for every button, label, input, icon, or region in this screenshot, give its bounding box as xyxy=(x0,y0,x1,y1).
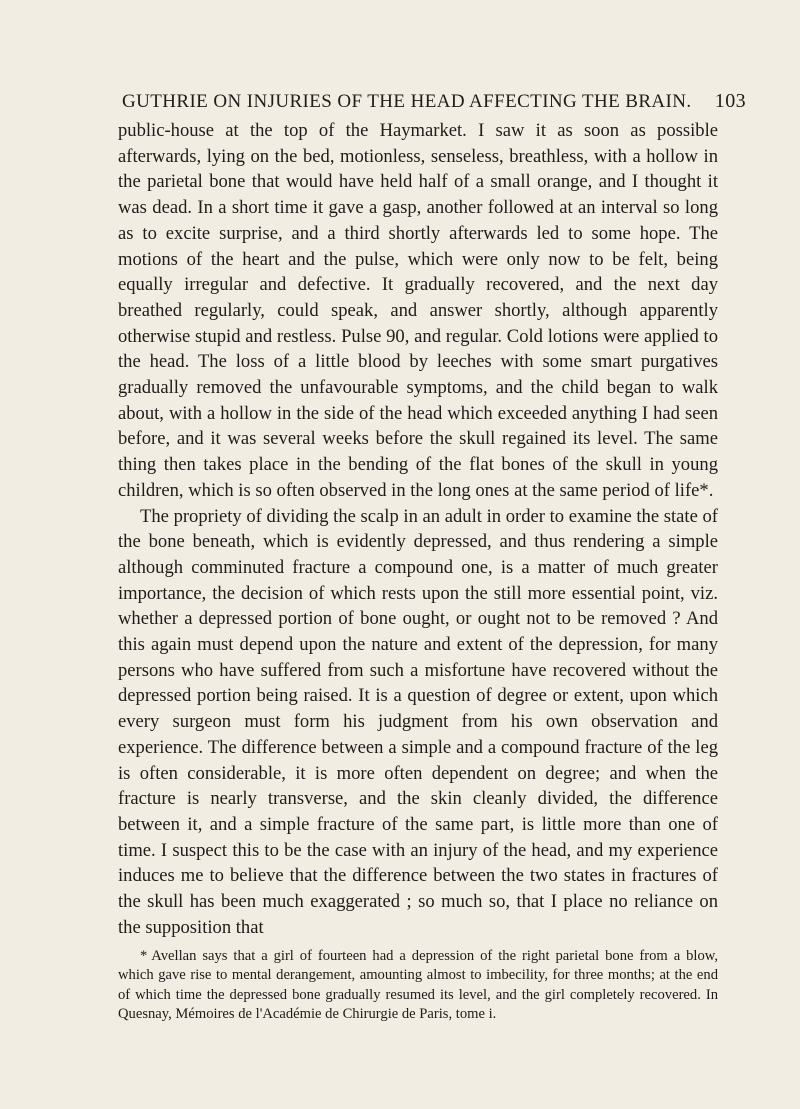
footnote-paragraph xyxy=(118,947,718,1025)
footnote-mark: * xyxy=(140,947,148,964)
book-page xyxy=(118,88,746,1025)
footnote-text: Avellan says that a girl of fourteen had a depression of the right parietal bone from a blow, which gave rise to mental derangement, amounting almost to imbecility, for three months; at the end of which time the depressed bone gradually resumed its level, and the girl completely recovered. In Quesnay, Mémoires de l'Académie de Chirurgie de Paris, tome i. xyxy=(118,947,718,1023)
paragraph-2: The propriety of dividing the scalp in an adult in order to examine the state of the bone beneath, which is evidently depressed, and thus rendering a simple although comminuted fracture a compound one, is a matter of much greater importance, the decision of which rests upon the still more essential point, viz. whether a depressed portion of bone ought, or ought not to be removed ? And this again must depend upon the nature and extent of the depression, for many persons who have suffered from such a misfortune have recovered without the depressed portion being raised. It is a question of degree or extent, upon which every surgeon must form his judgment from his own observation and experience. The difference between a simple and a compound fracture of the leg is often considerable, it is more often dependent on degree; and when the fracture is nearly transverse, and the skin cleanly divided, the difference between it, and a simple fracture of the same part, is little more than one of time. I suspect this to be the case with an injury of the head, and my experience induces me to believe that the difference between the two states in fractures of the skull has been much exaggerated ; so much so, that I place no reliance on the supposition that xyxy=(118,505,718,938)
body-text xyxy=(118,118,718,941)
footnote xyxy=(118,947,718,1025)
running-head xyxy=(118,88,746,115)
paragraph-1: public-house at the top of the Haymarket. I saw it as soon as possible afterwards, lying on the bed, motionless, senseless, breathless, with a hollow in the parietal bone that would have held half of a small orange, and I thought it was dead. In a short time it gave a gasp, another followed at an interval so long as to excite surprise, and a third shortly afterwards led to some hope. The motions of the heart and the pulse, which were only now to be felt, being equally irregular and defective. It gradually recovered, and the next day breathed regularly, could speak, and answer shortly, although apparently otherwise stupid and restless. Pulse 90, and regular. Cold lotions were applied to the head. The loss of a little blood by leeches with some smart purgatives gradually removed the unfavourable symptoms, and the child began to walk about, with a hollow in the side of the head which exceeded anything I had seen before, and it was several weeks before the skull regained its level. The same thing then takes place in the bending of the flat bones of the skull in young children, which is so often observed in the long ones at the same period of life*. xyxy=(118,120,718,501)
running-title: GUTHRIE ON INJURIES OF THE HEAD AFFECTING THE BRAIN. xyxy=(122,91,692,112)
page-number: 103 xyxy=(714,90,746,112)
